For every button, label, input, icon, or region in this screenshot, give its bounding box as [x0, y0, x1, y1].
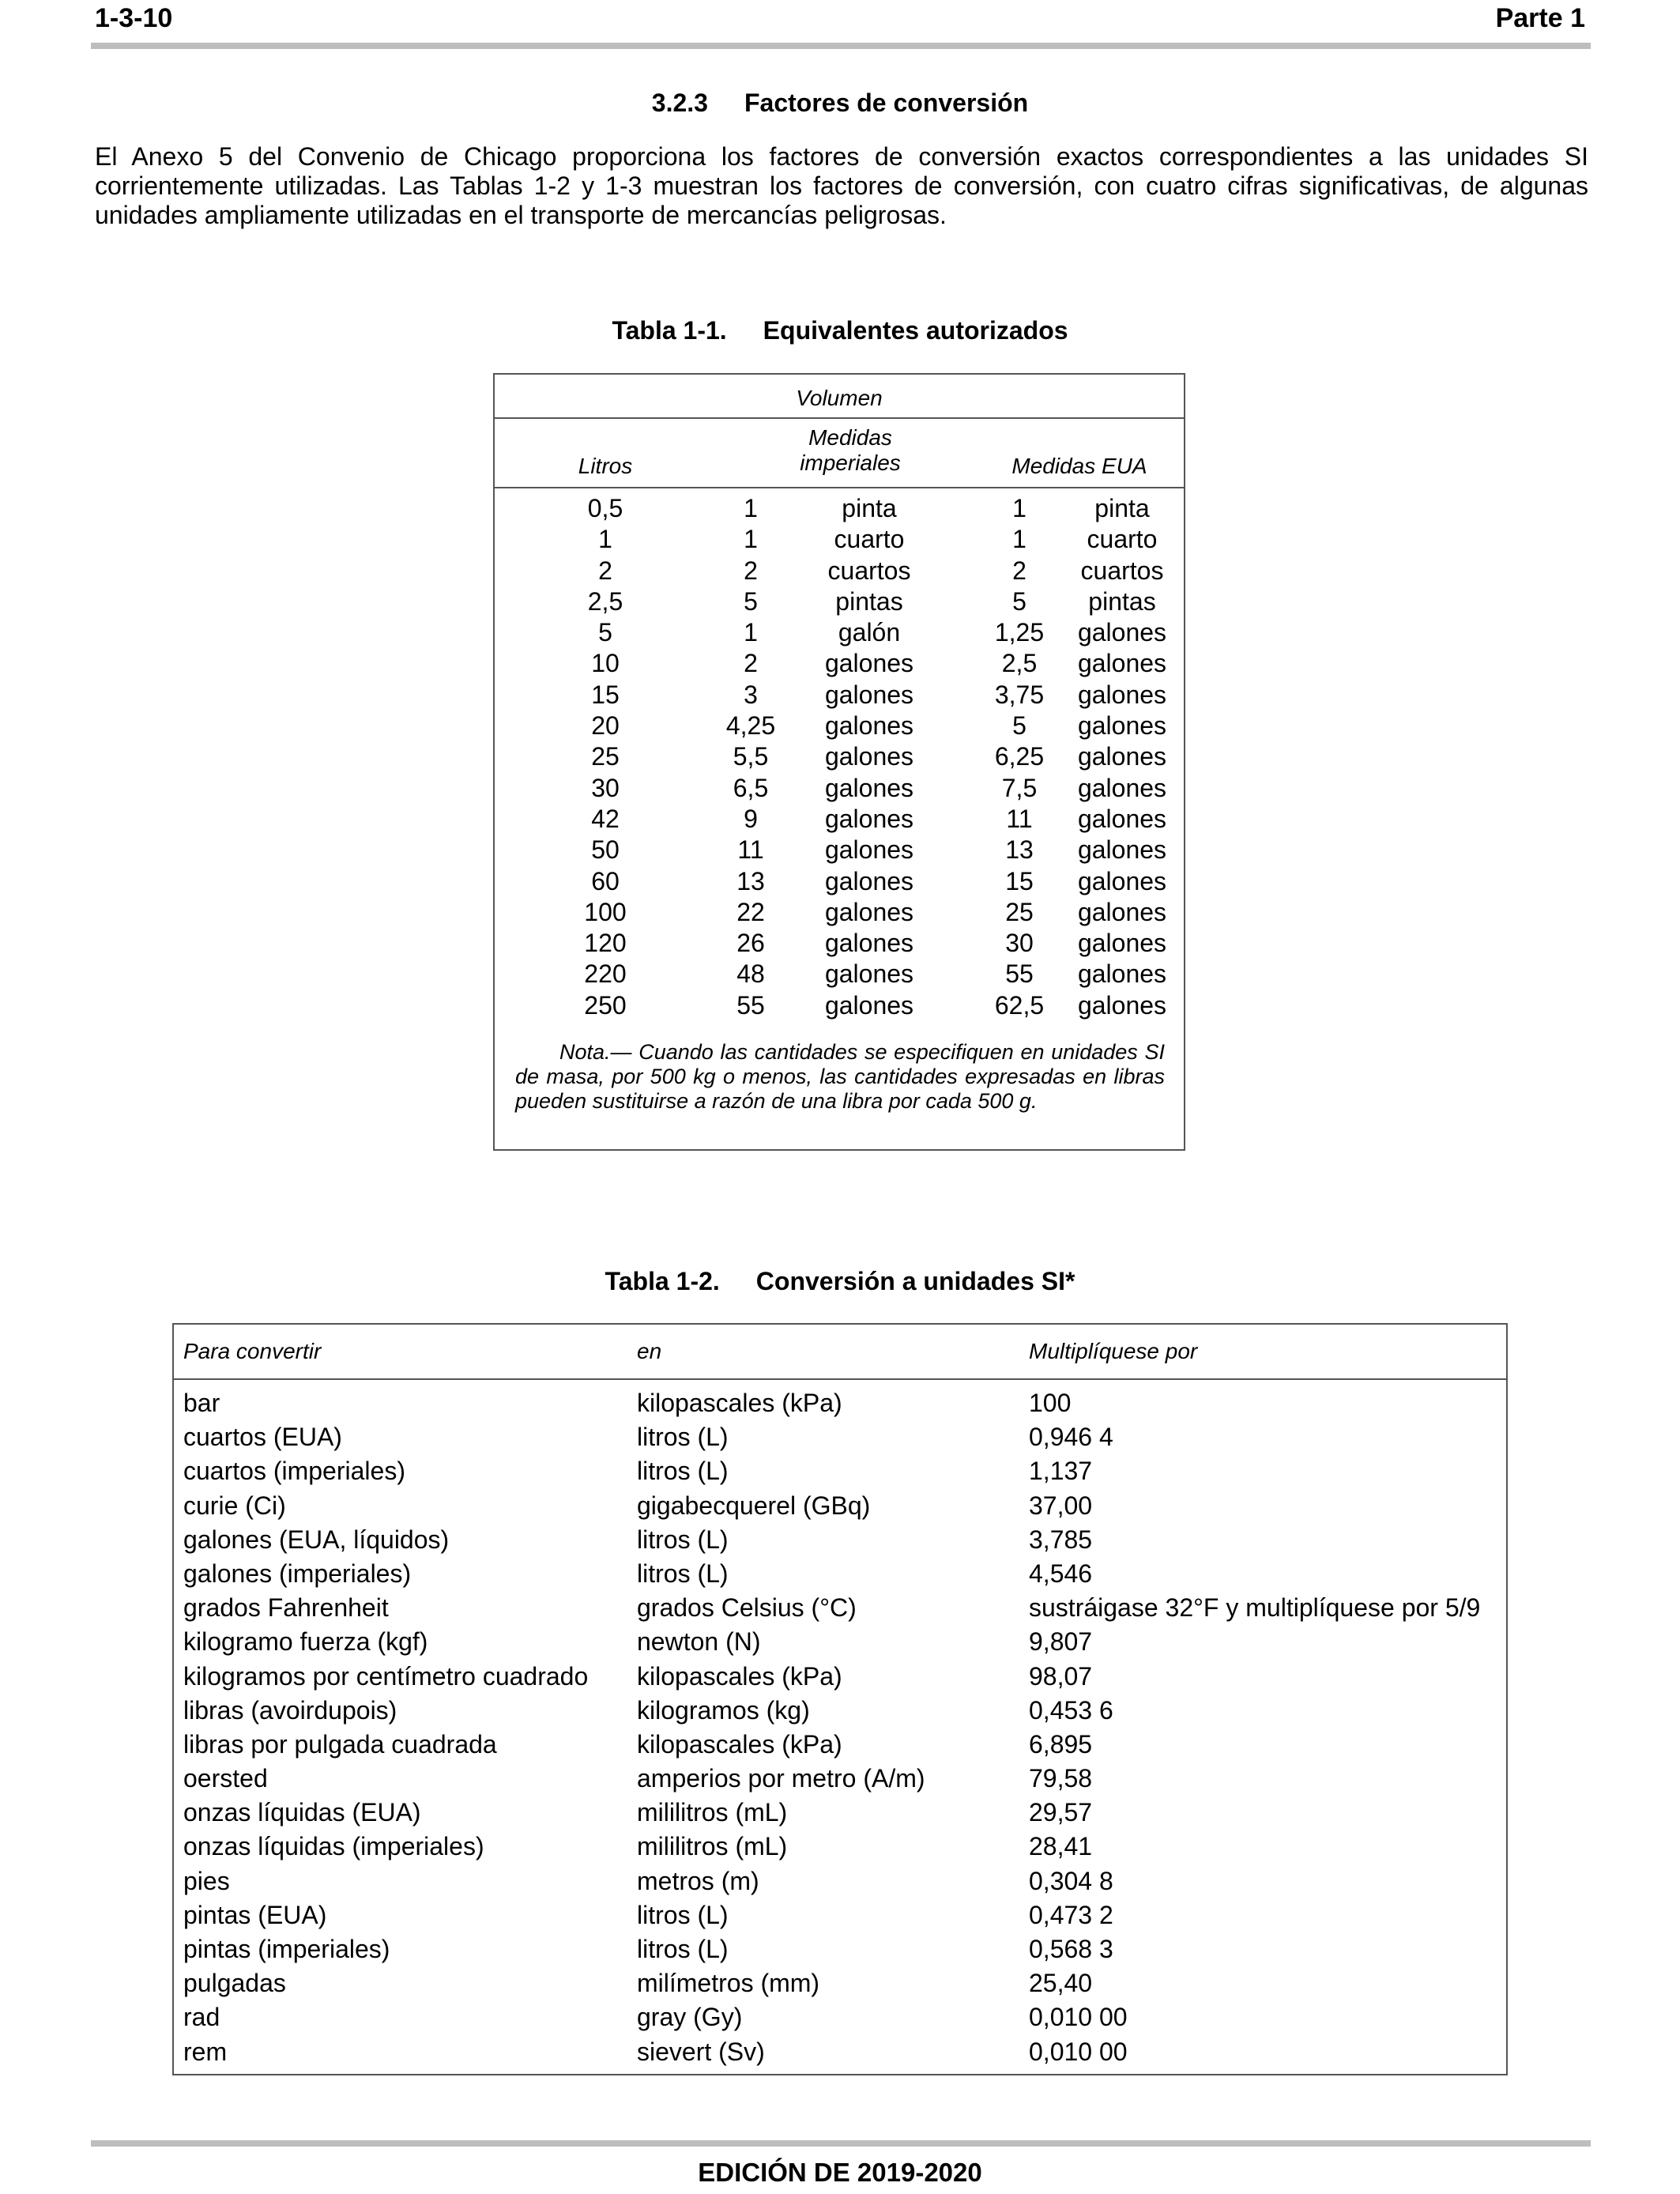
eua-qty-cell: 2,5: [1001, 649, 1038, 678]
table1-body: [495, 493, 1184, 1021]
table-row: [174, 1796, 1506, 1830]
eua-unit-cell: galones: [1077, 929, 1167, 958]
table2-col-from: Para convertir: [183, 1339, 322, 1363]
to-unit-cell: litros (L): [637, 1559, 729, 1588]
eua-qty-cell: 55: [1005, 959, 1034, 989]
table-row: [495, 959, 1184, 990]
table1-title: Equivalentes autorizados: [763, 316, 1068, 345]
eua-qty-cell: 25: [1005, 897, 1034, 926]
imperial-qty-cell: 48: [736, 959, 765, 989]
table1-note: Nota.— Cuando las cantidades se especifiquen en unidades SI de masa, por 500 kg o menos, las cantidades expresadas en libras pueden sustituirse a razón de una libra por cada 500 g.: [515, 1040, 1165, 1113]
table-row: [495, 586, 1184, 617]
table-row: [495, 835, 1184, 865]
factor-cell: 4,546: [1029, 1559, 1093, 1588]
litros-cell: 2: [598, 556, 612, 585]
factor-cell: 28,41: [1029, 1832, 1093, 1861]
section-heading: [0, 89, 1680, 118]
table-row: [495, 556, 1184, 586]
eua-qty-cell: 1: [1012, 525, 1026, 554]
table-row: [495, 990, 1184, 1021]
imperial-unit-cell: galones: [824, 711, 914, 741]
eua-qty-cell: 6,25: [994, 742, 1045, 771]
table1-caption: [0, 316, 1680, 345]
imperial-unit-cell: cuarto: [834, 525, 905, 554]
eua-unit-cell: galones: [1077, 959, 1167, 989]
litros-cell: 0,5: [587, 494, 623, 522]
imperial-qty-cell: 4,25: [725, 711, 776, 741]
from-unit-cell: pintas (EUA): [183, 1900, 327, 1929]
header-divider: [91, 43, 1591, 49]
litros-cell: 250: [584, 990, 627, 1020]
from-unit-cell: pies: [183, 1866, 230, 1895]
table-row: [495, 928, 1184, 959]
factor-cell: 6,895: [1029, 1729, 1093, 1759]
table-row: [174, 1660, 1506, 1694]
imperial-qty-cell: 1: [744, 494, 758, 522]
to-unit-cell: kilopascales (kPa): [637, 1661, 842, 1691]
to-unit-cell: litros (L): [637, 1423, 729, 1452]
footer-divider: [91, 2140, 1591, 2147]
litros-cell: 2,5: [587, 586, 623, 616]
table-row: [174, 1386, 1506, 1420]
table-row: [174, 1830, 1506, 1864]
eua-unit-cell: cuarto: [1087, 525, 1158, 554]
to-unit-cell: metros (m): [637, 1866, 759, 1895]
eua-qty-cell: 1,25: [994, 618, 1045, 647]
factor-cell: 0,010 00: [1029, 2037, 1128, 2066]
imperial-unit-cell: galones: [824, 990, 914, 1020]
intro-paragraph: El Anexo 5 del Convenio de Chicago proporciona los factores de conversión exactos correspondientes a las unidades SI corrientemente utilizadas. Las Tablas 1-2 y 1-3 muestran los factores de conversión, con cuatro cifras significativas, de algunas unidades ampliamente utilizadas en el transporte de mercancías peligrosas.: [95, 142, 1588, 229]
eua-unit-cell: galones: [1077, 649, 1167, 678]
litros-cell: 1: [598, 525, 612, 554]
imperial-qty-cell: 3: [744, 680, 758, 709]
imperial-qty-cell: 5: [744, 586, 758, 616]
imperial-qty-cell: 22: [736, 897, 765, 926]
imperial-unit-cell: pinta: [842, 494, 897, 522]
eua-qty-cell: 7,5: [1001, 773, 1038, 802]
factor-cell: 0,010 00: [1029, 2003, 1128, 2032]
imperial-unit-cell: galón: [838, 618, 901, 647]
factor-cell: sustráigase 32°F y multiplíquese por 5/9: [1029, 1593, 1481, 1623]
litros-cell: 60: [591, 866, 620, 895]
factor-cell: 100: [1029, 1389, 1072, 1417]
imperial-unit-cell: galones: [824, 929, 914, 958]
table-row: [174, 1591, 1506, 1625]
to-unit-cell: newton (N): [637, 1627, 761, 1657]
factor-cell: 0,473 2: [1029, 1900, 1113, 1929]
table1-divider: [495, 417, 1184, 419]
eua-unit-cell: pinta: [1094, 494, 1150, 522]
table1-equivalents: [493, 373, 1185, 1151]
table-row: [495, 804, 1184, 835]
litros-cell: 15: [591, 680, 620, 709]
table-row: [174, 1966, 1506, 2000]
from-unit-cell: onzas líquidas (imperiales): [183, 1832, 484, 1861]
to-unit-cell: kilopascales (kPa): [637, 1389, 842, 1417]
table-row: [174, 1420, 1506, 1454]
imperial-qty-cell: 5,5: [733, 742, 769, 771]
imperial-qty-cell: 11: [737, 835, 764, 865]
table2-title: Conversión a unidades SI*: [755, 1267, 1075, 1295]
table2-header-divider: [174, 1378, 1506, 1380]
to-unit-cell: mililitros (mL): [637, 1798, 788, 1827]
from-unit-cell: libras (avoirdupois): [183, 1695, 397, 1725]
eua-qty-cell: 5: [1012, 711, 1026, 741]
eua-unit-cell: galones: [1077, 773, 1167, 802]
imperial-unit-cell: galones: [824, 959, 914, 989]
to-unit-cell: mililitros (mL): [637, 1832, 788, 1861]
imperial-qty-cell: 1: [744, 618, 758, 647]
from-unit-cell: kilogramo fuerza (kgf): [183, 1627, 428, 1657]
eua-qty-cell: 13: [1005, 835, 1034, 865]
imperial-unit-cell: galones: [824, 742, 914, 771]
table-row: [495, 741, 1184, 772]
imperial-unit-cell: galones: [824, 773, 914, 802]
eua-unit-cell: galones: [1077, 618, 1167, 647]
imperial-qty-cell: 55: [736, 990, 765, 1020]
to-unit-cell: gigabecquerel (GBq): [637, 1491, 871, 1520]
imperial-qty-cell: 6,5: [733, 773, 769, 802]
table2-body: [174, 1386, 1506, 2069]
table-row: [174, 1557, 1506, 1591]
table1-col-litros: Litros: [578, 454, 633, 478]
from-unit-cell: cuartos (EUA): [183, 1423, 342, 1452]
imperial-unit-cell: pintas: [835, 586, 903, 616]
from-unit-cell: grados Fahrenheit: [183, 1593, 389, 1623]
from-unit-cell: cuartos (imperiales): [183, 1457, 405, 1486]
from-unit-cell: bar: [183, 1389, 220, 1417]
factor-cell: 37,00: [1029, 1491, 1093, 1520]
factor-cell: 0,304 8: [1029, 1866, 1113, 1895]
from-unit-cell: pulgadas: [183, 1969, 286, 1998]
imperial-qty-cell: 9: [744, 804, 758, 833]
imperial-qty-cell: 26: [736, 929, 765, 958]
factor-cell: 9,807: [1029, 1627, 1093, 1657]
table-row: [495, 524, 1184, 555]
to-unit-cell: kilogramos (kg): [637, 1695, 810, 1725]
imperial-unit-cell: galones: [824, 835, 914, 865]
imperial-unit-cell: galones: [824, 649, 914, 678]
eua-unit-cell: galones: [1077, 897, 1167, 926]
table-row: [495, 866, 1184, 897]
eua-qty-cell: 2: [1012, 556, 1026, 585]
imperial-unit-cell: galones: [824, 680, 914, 709]
table-row: [174, 1898, 1506, 1932]
factor-cell: 25,40: [1029, 1969, 1093, 1998]
imperial-unit-cell: galones: [824, 897, 914, 926]
table-row: [174, 1694, 1506, 1728]
from-unit-cell: kilogramos por centímetro cuadrado: [183, 1661, 589, 1691]
eua-qty-cell: 11: [1006, 804, 1033, 833]
table-row: [495, 711, 1184, 741]
to-unit-cell: litros (L): [637, 1457, 729, 1486]
from-unit-cell: galones (imperiales): [183, 1559, 412, 1588]
to-unit-cell: litros (L): [637, 1900, 729, 1929]
litros-cell: 25: [591, 742, 620, 771]
table-row: [495, 648, 1184, 679]
from-unit-cell: pintas (imperiales): [183, 1935, 390, 1963]
to-unit-cell: grados Celsius (°C): [637, 1593, 857, 1623]
to-unit-cell: amperios por metro (A/m): [637, 1764, 925, 1793]
from-unit-cell: galones (EUA, líquidos): [183, 1525, 450, 1554]
imperial-qty-cell: 2: [744, 556, 758, 585]
imperial-unit-cell: galones: [824, 866, 914, 895]
eua-qty-cell: 5: [1012, 586, 1026, 616]
table-row: [495, 773, 1184, 804]
imperial-qty-cell: 1: [744, 525, 758, 554]
litros-cell: 5: [598, 618, 612, 647]
litros-cell: 10: [591, 649, 620, 678]
section-number: 3.2.3: [651, 89, 708, 117]
eua-qty-cell: 3,75: [994, 680, 1045, 709]
table-row: [174, 1864, 1506, 1898]
eua-qty-cell: 15: [1005, 866, 1034, 895]
table-row: [174, 1762, 1506, 1796]
section-title: Factores de conversión: [744, 89, 1029, 117]
table-row: [495, 897, 1184, 928]
imperial-unit-cell: cuartos: [827, 556, 911, 585]
to-unit-cell: milímetros (mm): [637, 1969, 820, 1998]
table-row: [174, 1625, 1506, 1659]
from-unit-cell: libras por pulgada cuadrada: [183, 1729, 497, 1759]
factor-cell: 79,58: [1029, 1764, 1093, 1793]
table2-number: Tabla 1-2.: [605, 1267, 720, 1295]
table1-number: Tabla 1-1.: [612, 316, 727, 345]
imperial-unit-cell: galones: [824, 804, 914, 833]
to-unit-cell: gray (Gy): [637, 2003, 743, 2032]
imperial-qty-cell: 2: [744, 649, 758, 678]
part-label: Parte 1: [1495, 3, 1585, 33]
litros-cell: 50: [591, 835, 620, 865]
to-unit-cell: litros (L): [637, 1935, 729, 1963]
page-number: 1-3-10: [95, 3, 173, 33]
eua-qty-cell: 30: [1005, 929, 1034, 958]
eua-unit-cell: cuartos: [1080, 556, 1164, 585]
eua-unit-cell: galones: [1077, 680, 1167, 709]
from-unit-cell: rad: [183, 2003, 220, 2032]
table-row: [495, 680, 1184, 711]
table-row: [174, 1728, 1506, 1762]
table1-col-eua: Medidas EUA: [1011, 454, 1147, 478]
table1-group-header: Volumen: [796, 386, 883, 410]
from-unit-cell: oersted: [183, 1764, 268, 1793]
eua-unit-cell: galones: [1077, 835, 1167, 865]
table2-conversions: [172, 1323, 1508, 2075]
litros-cell: 42: [591, 804, 620, 833]
table-row: [495, 617, 1184, 648]
table2-caption: [0, 1267, 1680, 1296]
eua-qty-cell: 1: [1012, 494, 1026, 522]
edition-footer: EDICIÓN DE 2019-2020: [698, 2158, 982, 2187]
eua-unit-cell: galones: [1077, 804, 1167, 833]
to-unit-cell: kilopascales (kPa): [637, 1729, 842, 1759]
litros-cell: 220: [584, 959, 627, 989]
table-row: [174, 1489, 1506, 1523]
table-row: [174, 1454, 1506, 1488]
factor-cell: 0,568 3: [1029, 1935, 1113, 1963]
eua-unit-cell: galones: [1077, 990, 1167, 1020]
to-unit-cell: litros (L): [637, 1525, 729, 1554]
eua-unit-cell: pintas: [1088, 586, 1156, 616]
from-unit-cell: curie (Ci): [183, 1491, 286, 1520]
eua-qty-cell: 62,5: [994, 990, 1045, 1020]
from-unit-cell: rem: [183, 2037, 228, 2066]
imperial-qty-cell: 13: [736, 866, 765, 895]
eua-unit-cell: galones: [1077, 742, 1167, 771]
factor-cell: 29,57: [1029, 1798, 1093, 1827]
litros-cell: 20: [591, 711, 620, 741]
eua-unit-cell: galones: [1077, 866, 1167, 895]
table-row: [174, 2000, 1506, 2034]
table1-header-divider: [495, 487, 1184, 488]
factor-cell: 0,453 6: [1029, 1695, 1113, 1725]
factor-cell: 0,946 4: [1029, 1423, 1113, 1452]
table1-col-imperiales: Medidas imperiales: [800, 425, 901, 475]
litros-cell: 100: [584, 897, 627, 926]
to-unit-cell: sievert (Sv): [637, 2037, 765, 2066]
factor-cell: 98,07: [1029, 1661, 1093, 1691]
table-row: [495, 493, 1184, 524]
from-unit-cell: onzas líquidas (EUA): [183, 1798, 421, 1827]
factor-cell: 1,137: [1029, 1457, 1093, 1486]
table2-col-to: en: [637, 1339, 662, 1363]
table2-col-factor: Multiplíquese por: [1029, 1339, 1198, 1363]
table-row: [174, 2035, 1506, 2069]
eua-unit-cell: galones: [1077, 711, 1167, 741]
factor-cell: 3,785: [1029, 1525, 1093, 1554]
litros-cell: 30: [591, 773, 620, 802]
table-row: [174, 1523, 1506, 1557]
litros-cell: 120: [584, 929, 627, 958]
table-row: [174, 1932, 1506, 1966]
